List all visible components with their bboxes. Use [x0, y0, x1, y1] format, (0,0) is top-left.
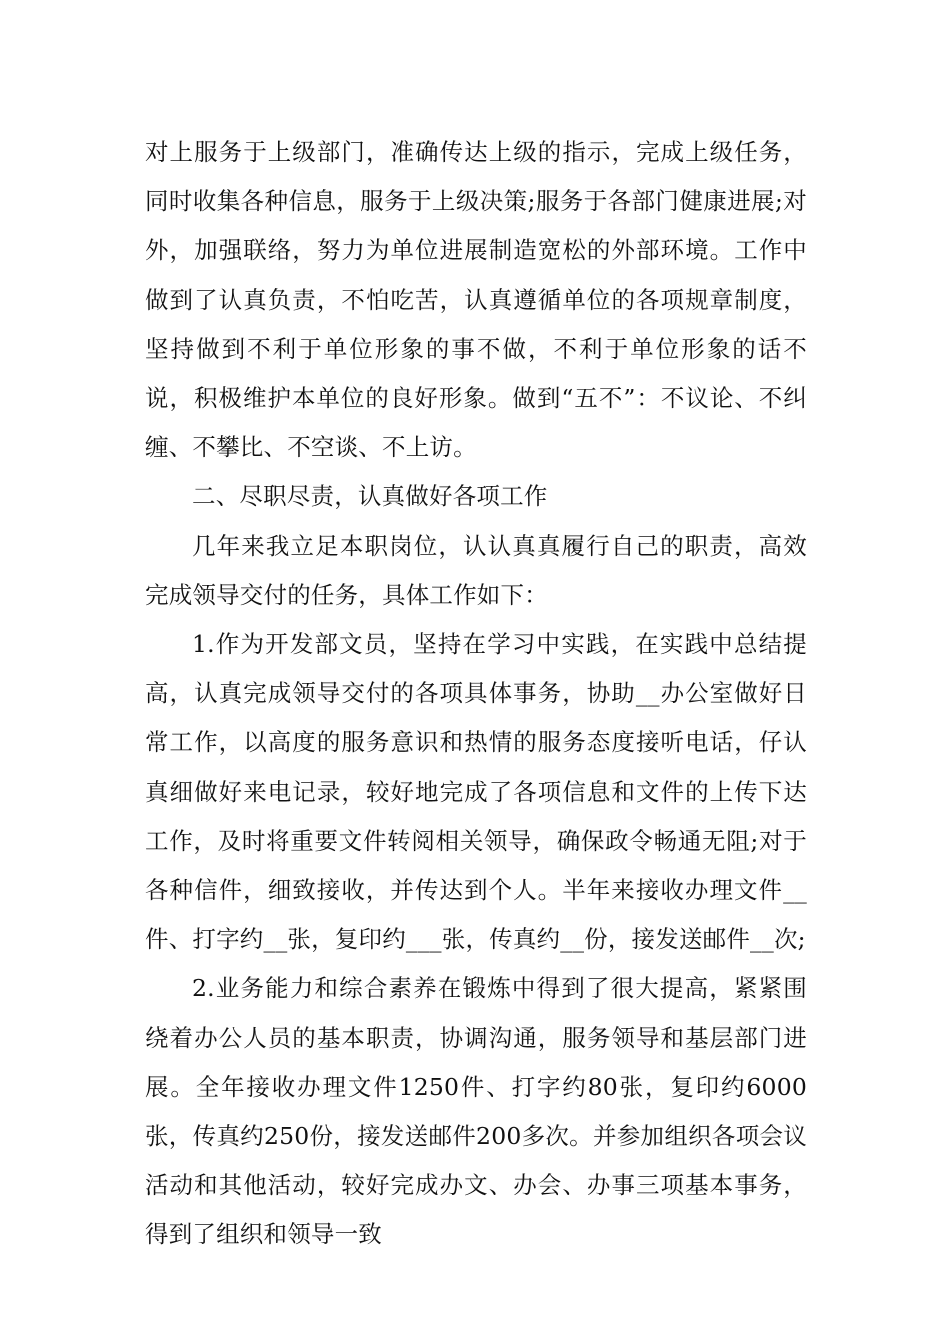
document-body — [145, 128, 807, 1260]
paragraph-item-1: 1.作为开发部文员，坚持在学习中实践，在实践中总结提高，认真完成领导交付的各项具体事务，协助__办公室做好日常工作，以高度的服务意识和热情的服务态度接听电话，仔认真细做好来电记录，较好地完成了各项信息和文件的上传下达工作，及时将重要文件转阅相关领导，确保政令畅通无阻;对于各种信件，细致接收，并传达到个人。半年来接收办理文件__件、打字约__张，复印约___张，传真约__份，接发送邮件__次; — [145, 630, 807, 954]
section-heading-2: 二、尽职尽责，认真做好各项工作 — [192, 482, 548, 511]
paragraph-intro: 几年来我立足本职岗位，认认真真履行自己的职责，高效完成领导交付的任务，具体工作如下： — [145, 531, 807, 609]
paragraph-item-2: 2.业务能力和综合素养在锻炼中得到了很大提高，紧紧围绕着办公人员的基本职责，协调沟通，服务领导和基层部门进展。全年接收办理文件1250件、打字约80张，复印约6000张，传真约250份，接发送邮件200多次。并参加组织各项会议活动和其他活动，较好完成办文、办会、办事三项基本事务，得到了组织和领导一致 — [145, 974, 807, 1249]
paragraph-work-duties: 对上服务于上级部门，准确传达上级的指示，完成上级任务，同时收集各种信息，服务于上级决策;服务于各部门健康进展;对外，加强联络，努力为单位进展制造宽松的外部环境。工作中做到了认真负责，不怕吃苦，认真遵循单位的各项规章制度，坚持做到不利于单位形象的事不做，不利于单位形象的话不说，积极维护本单位的良好形象。做到“五不”：不议论、不纠缠、不攀比、不空谈、不上访。 — [145, 138, 807, 462]
